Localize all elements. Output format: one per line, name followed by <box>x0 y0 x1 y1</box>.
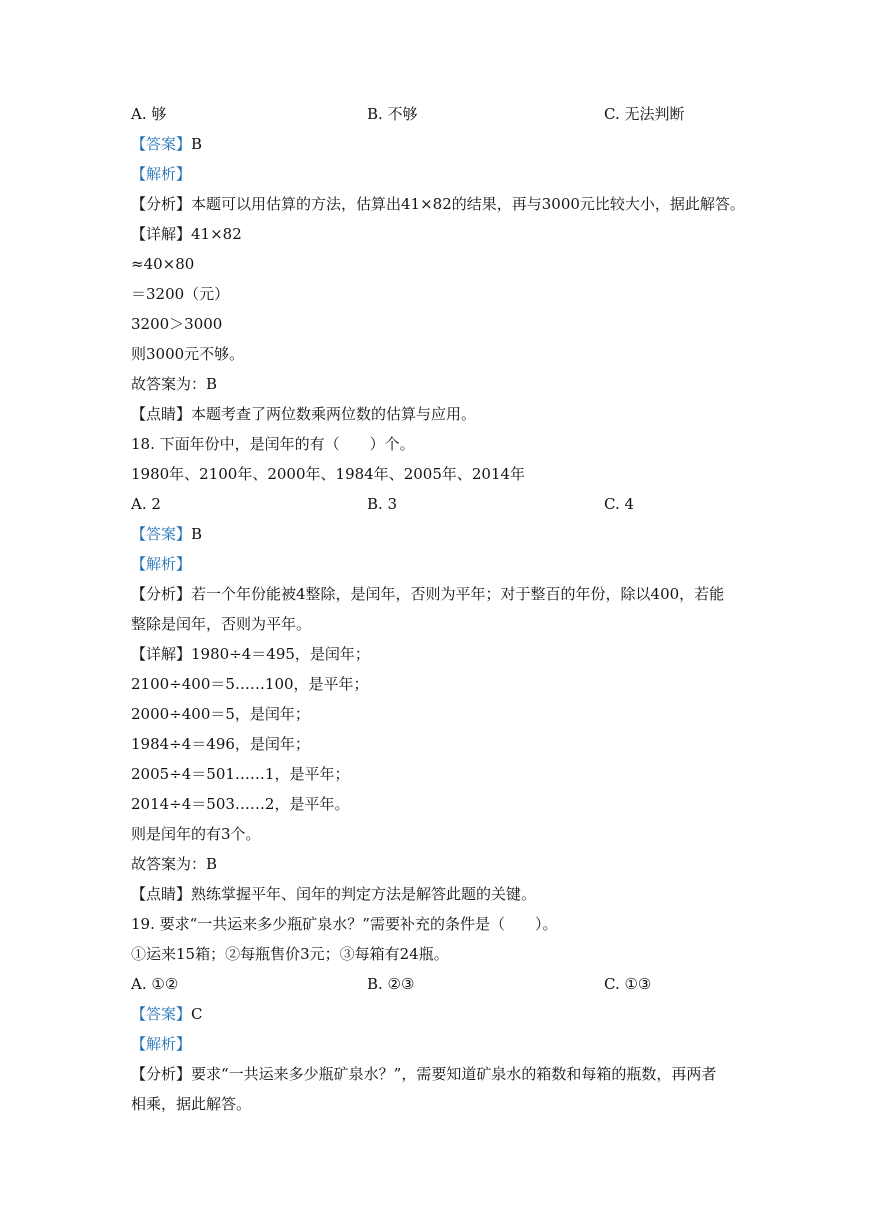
q17-option-b: B. 不够 <box>367 105 418 123</box>
q17-dianjing: 【点睛】本题考查了两位数乘两位数的估算与应用。 <box>131 405 477 423</box>
q17-fenxi: 【分析】本题可以用估算的方法，估算出41×82的结果，再与3000元比较大小，据此解答。 <box>131 195 745 213</box>
q18-xiangjie: 【详解】1980÷4＝495，是闰年； <box>131 645 370 663</box>
q18-fenxi-line1: 【分析】若一个年份能被4整除，是闰年，否则为平年；对于整百的年份，除以400，若能 <box>131 585 725 603</box>
answer-value: C <box>191 1005 203 1023</box>
q18-step: 2014÷4＝503……2，是平年。 <box>131 795 350 813</box>
q19-conditions: ①运来15箱；②每瓶售价3元；③每箱有24瓶。 <box>131 945 449 963</box>
q17-xiangjie: 【详解】41×82 <box>131 225 242 243</box>
answer-value: B <box>191 525 203 543</box>
q19-option-a: A. ①② <box>131 975 179 993</box>
q19-option-c: C. ①③ <box>604 975 652 993</box>
q19-question: 19. 要求“一共运来多少瓶矿泉水？”需要补充的条件是（ ）。 <box>131 915 558 933</box>
q19-fenxi-line1: 【分析】要求“一共运来多少瓶矿泉水？”，需要知道矿泉水的箱数和每箱的瓶数，再两者 <box>131 1065 717 1083</box>
q18-years: 1980年、2100年、2000年、1984年、2005年、2014年 <box>131 465 526 483</box>
q17-analysis-tag: 【解析】 <box>131 165 192 183</box>
q19-option-b: B. ②③ <box>367 975 415 993</box>
answer-tag: 【答案】 <box>131 1005 192 1023</box>
q17-step: ≈40×80 <box>131 255 195 273</box>
q17-option-c: C. 无法判断 <box>604 105 685 123</box>
q18-question: 18. 下面年份中，是闰年的有（ ）个。 <box>131 435 415 453</box>
q17-step: 则3000元不够。 <box>131 345 245 363</box>
q18-step: 2000÷400＝5，是闰年； <box>131 705 310 723</box>
q19-fenxi-line2: 相乘，据此解答。 <box>131 1095 252 1113</box>
q19-answer <box>131 1004 203 1024</box>
q18-answer <box>131 524 202 544</box>
q18-step: 则是闰年的有3个。 <box>131 825 261 843</box>
answer-tag: 【答案】 <box>131 135 192 153</box>
q17-option-a: A. 够 <box>131 105 167 123</box>
q18-option-c: C. 4 <box>604 495 635 513</box>
q18-option-b: B. 3 <box>367 495 398 513</box>
answer-value: B <box>191 135 203 153</box>
q17-step: ＝3200（元） <box>131 285 230 303</box>
answer-tag: 【答案】 <box>131 525 192 543</box>
q18-step: 1984÷4＝496，是闰年； <box>131 735 310 753</box>
q17-conclusion: 故答案为：B <box>131 375 218 393</box>
q18-step: 2005÷4＝501……1，是平年； <box>131 765 350 783</box>
q18-step: 2100÷400＝5……100，是平年； <box>131 675 369 693</box>
q19-analysis-tag: 【解析】 <box>131 1035 192 1053</box>
q18-option-a: A. 2 <box>131 495 161 513</box>
q18-conclusion: 故答案为：B <box>131 855 218 873</box>
q18-analysis-tag: 【解析】 <box>131 555 192 573</box>
q18-fenxi-line2: 整除是闰年，否则为平年。 <box>131 615 312 633</box>
q17-answer <box>131 134 202 154</box>
q18-dianjing: 【点睛】熟练掌握平年、闰年的判定方法是解答此题的关键。 <box>131 885 537 903</box>
q17-step: 3200＞3000 <box>131 315 223 333</box>
